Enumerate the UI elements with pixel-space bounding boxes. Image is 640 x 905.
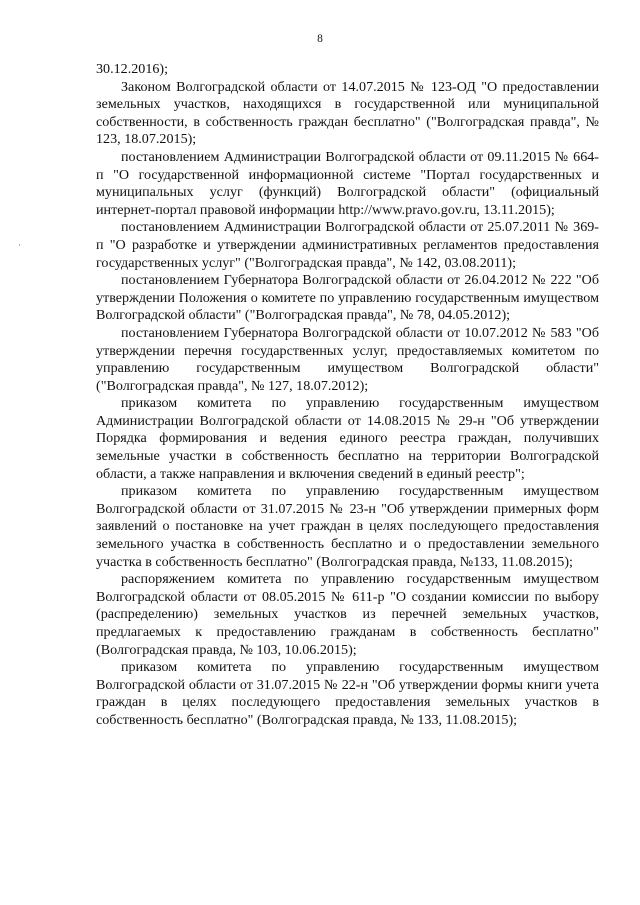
margin-mark: · xyxy=(18,240,21,250)
paragraph-order-22-n: приказом комитета по управлению государственным имуществом Волгоградской области от 31.07.2015 № 22-н "Об утверждении формы книги учета граждан в целях последующего предоставления земельных участков в собственность бесплатно" (Волгоградская правда, № 133, 11.08.2015); xyxy=(96,659,599,728)
page-number: 8 xyxy=(317,33,323,45)
paragraph-directive-611-r: распоряжением комитета по управлению государственным имуществом Волгоградской области от 08.05.2015 № 611-р "О создании комиссии по выбору (распределению) земельных участков из перечней земельных участков, предлагаемых к предоставлению гражданам в собственность бесплатно" (Волгоградская правда, № 103, 10.06.2015); xyxy=(96,571,599,658)
paragraph-order-29-n: приказом комитета по управлению государственным имуществом Администрации Волгоградской области от 14.08.2015 № 29-н "Об утверждении Порядка формирования и ведения единого реестра граждан, получивших земельные участки в собственность бесплатно на территории Волгоградской области, а также направления и включения сведений в единый реестр"; xyxy=(96,395,599,482)
paragraph-continuation: 30.12.2016); xyxy=(96,61,169,77)
paragraph-resolution-664-p: постановлением Администрации Волгоградской области от 09.11.2015 № 664-п "О государственной информационной системе "Портал государственных и муниципальных услуг (функций) Волгоградской области" (официальный интернет-портал правовой информации http://www.pravo.gov.ru, 13.11.2015); xyxy=(96,148,599,218)
paragraph-law-123-od: Законом Волгоградской области от 14.07.2015 № 123-ОД "О предоставлении земельных участков, находящихся в государственной или муниципальной собственности, в собственность граждан бесплатно" ("Волгоградская правда", № 123, 18.07.2015); xyxy=(96,78,599,148)
paragraph-resolution-369-p: постановлением Администрации Волгоградской области от 25.07.2011 № 369-п "О разработке и утверждении административных регламентов предоставления государственных услуг" ("Волгоградская правда", № 142, 03.08.2011); xyxy=(96,219,599,271)
document-body xyxy=(96,61,599,730)
paragraph-order-23-n: приказом комитета по управлению государственным имуществом Волгоградской области от 31.07.2015 № 23-н "Об утверждении примерных форм заявлений о постановке на учет граждан в целях последующего предоставления земельного участка в собственность бесплатно и о предоставлении земельного участка в собственность бесплатно" (Волгоградская правда, №133, 11.08.2015); xyxy=(96,483,599,570)
paragraph-resolution-583: постановлением Губернатора Волгоградской области от 10.07.2012 № 583 "Об утверждении перечня государственных услуг, предоставляемых комитетом по управлению государственным имуществом Волгоградской области" ("Волгоградская правда", № 127, 18.07.2012); xyxy=(96,324,599,394)
paragraph-resolution-222: постановлением Губернатора Волгоградской области от 26.04.2012 № 222 "Об утверждении Положения о комитете по управлению государственным имуществом Волгоградской области" ("Волгоградская правда", № 78, 04.05.2012); xyxy=(96,272,599,324)
